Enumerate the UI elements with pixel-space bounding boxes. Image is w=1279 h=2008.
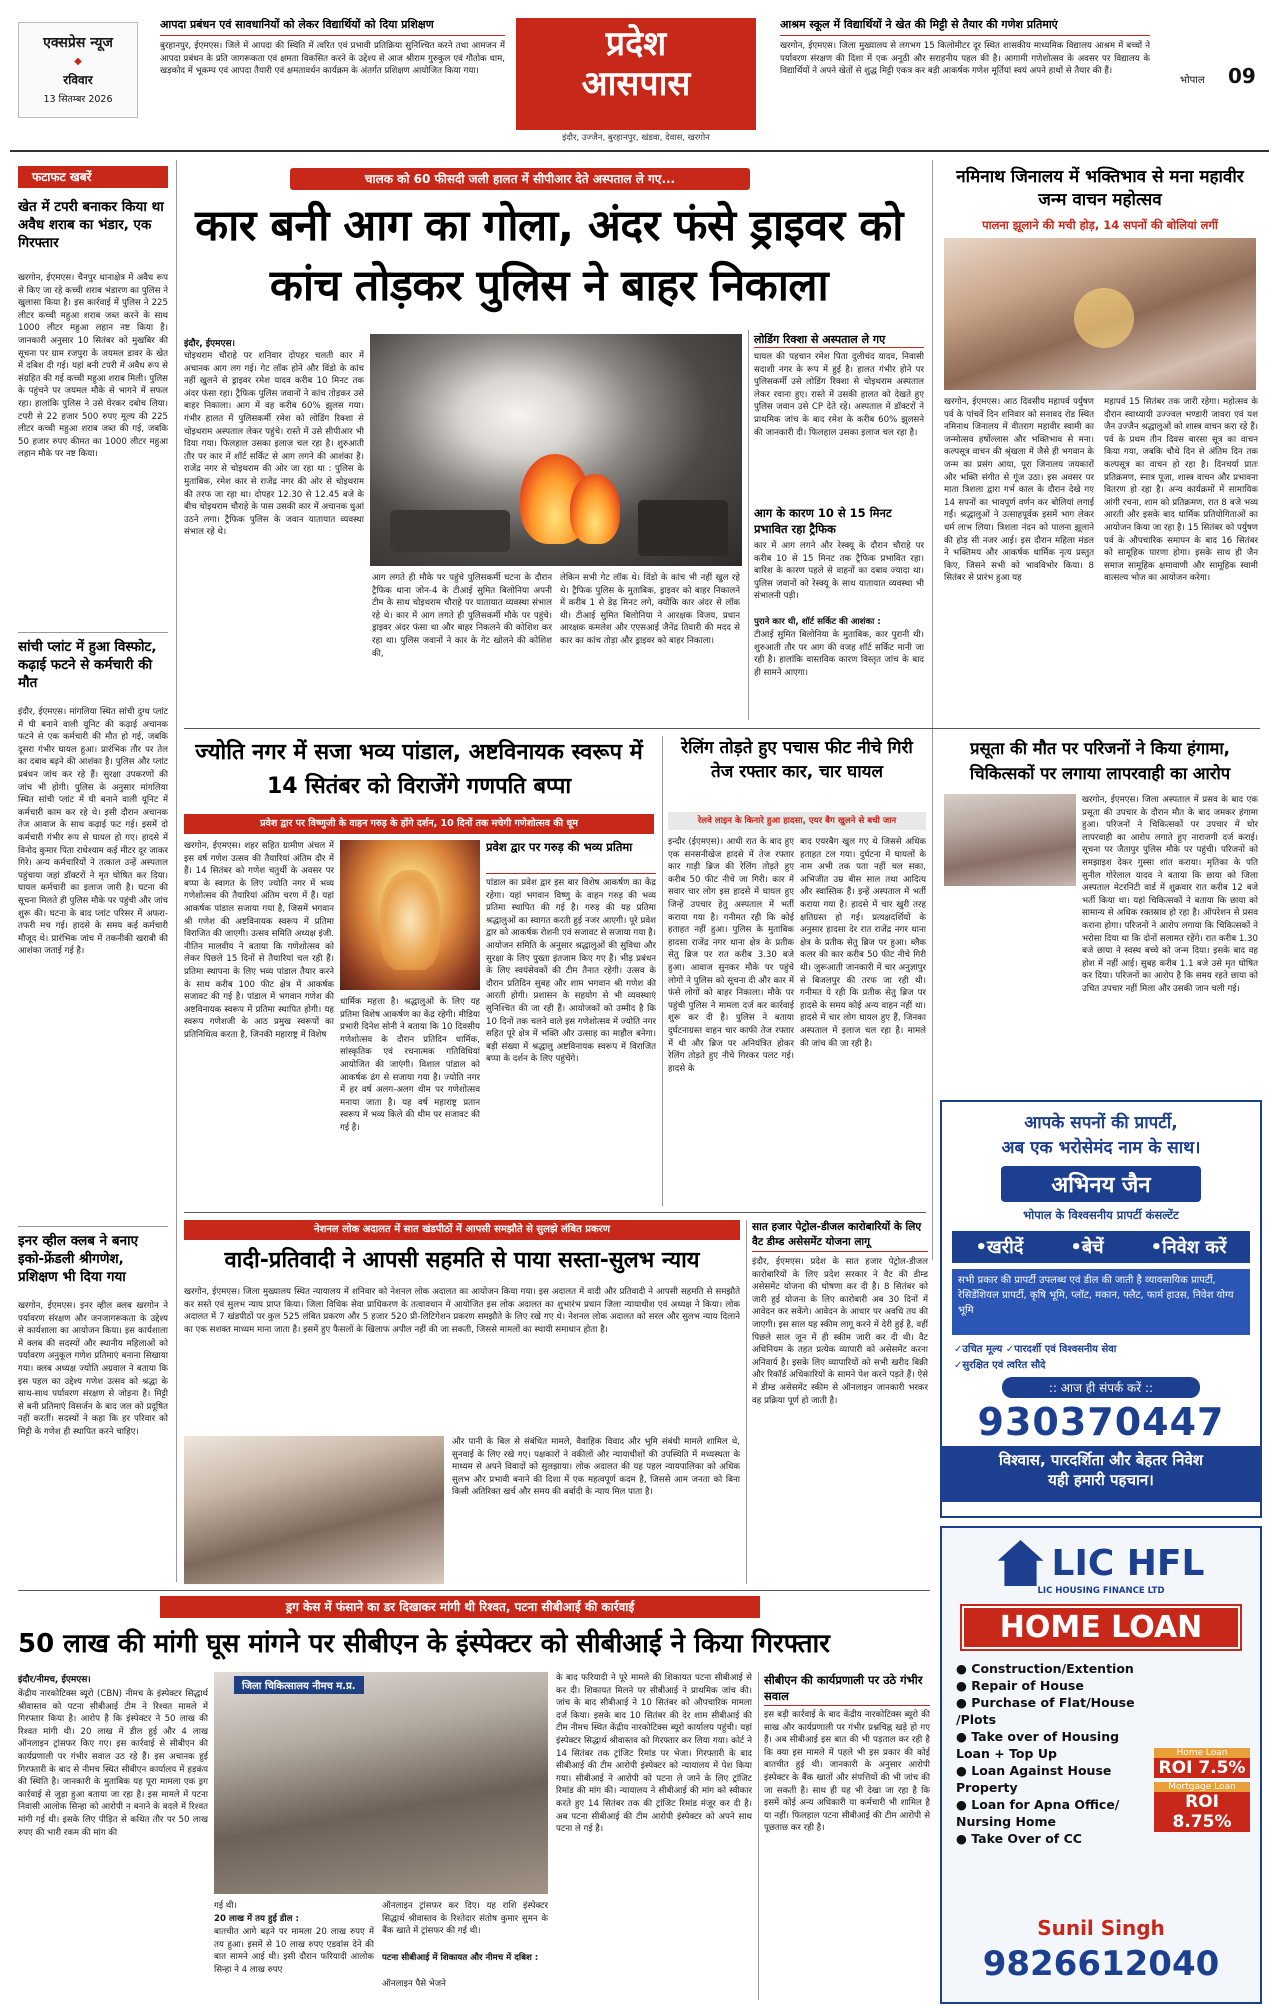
- ad-footer-2: यही हमारी पहचान।: [1048, 1471, 1154, 1489]
- right-brief-title: आश्रम स्कूल में विद्यार्थियों ने खेत की मिट्टी से तैयार की गणेश प्रतिमाएं: [780, 18, 1150, 36]
- jain-title: नमिनाथ जिनालय में भक्तिभाव से मना महावीर जन्म वाचन महोत्सव: [956, 167, 1244, 210]
- ad-phone[interactable]: 930370447: [977, 1400, 1225, 1444]
- quick-news-tag: फटाफट खबरें: [18, 166, 168, 188]
- section-banner: [516, 18, 756, 130]
- story-sanchi-title: सांची प्लांट में हुआ विस्फोट, कढ़ाई फटने से कर्मचारी की मौत: [18, 639, 157, 691]
- cbi-col3-b: ऑनलाइन पैसे भेजने: [382, 1979, 446, 1989]
- ganesh-col2: धार्मिक महत्ता है। श्रद्धालुओं के लिए यह प्रतिमा विशेष आकर्षण का केंद्र रहेगी। मीडिया प्रभारी दिनेश सोनी ने बताया कि 10 दिवसीय गणेशोत्सव के दौरान प्रतिदिन धार्मिक, सांस्कृतिक एवं रचनात्मक गतिविधियां आयोजित की जाएंगी। विशाल पांडाल को आकर्षक ढंग से सजाया गया है। ज्योति नगर में हर वर्ष अलग-अलग थीम पर गणेशोत्सव मनाया जाता है। यह वर्ष महाराष्ट्र प्रतान स्वरूप में भव्य किले की थीम पर सजावट की गई है।: [340, 997, 480, 1133]
- roi-mortgage: ROI 8.75%: [1154, 1792, 1250, 1832]
- page-number: 09: [1228, 64, 1256, 88]
- prasuta-headline: प्रसूता की मौत पर परिजनों ने किया हंगामा, चिकित्सकों पर लगाया लापरवाही का आरोप: [969, 739, 1231, 783]
- ad-contact-label: :: आज ही संपर्क करें ::: [1002, 1377, 1200, 1398]
- house-icon: [998, 1540, 1044, 1586]
- lead-vrule: [748, 330, 749, 720]
- lead-headline: कार बनी आग का गोला, अंदर फंसे ड्राइवर को कांच तोड़कर पुलिस ने बाहर निकाला: [195, 201, 903, 311]
- cbi-box: [764, 1672, 930, 2000]
- ganesh-box-heading: प्रवेश द्वार पर गरुड़ की भव्य प्रतिमा: [486, 840, 656, 874]
- ad-point-2: ✓सुरक्षित एवं त्वरित सौदे: [954, 1360, 1046, 1371]
- cbi-col2-b: बातचीत आगे बढ़ने पर मामला 20 लाख रुपए में तय हुआ। इसमें से 10 लाख रुपए एडवांस देने की बात सामने आई थी। इसी दौरान फरियादी आलोक सिन्हा ने 4 लाख रुपए: [214, 1927, 374, 1975]
- lead-kicker: चालक को 60 फीसदी जली हालत में सीपीआर देते अस्पताल ले गए...: [290, 168, 750, 190]
- lokadalat-headline: वादी-प्रतिवादी ने आपसी सहमति से पाया सस्ता-सुलभ न्याय: [224, 1248, 700, 1273]
- loading-sub-heading: आग के कारण 10 से 15 मिनट प्रभावित रहा ट्रैफिक: [754, 506, 892, 536]
- loading-heading: लोडिंग रिक्शा से अस्पताल ले गए: [754, 332, 924, 348]
- loading-sub-kw-body: टीआई सुमित बिलोनिया के मुताबिक, कार पुरानी थी। शुरुआती तौर पर आग की वजह शॉर्ट सर्किट मानी जा रही है। हालांकि वास्तविक कारण विस्तृत जांच के बाद ही सामने आएगा।: [754, 630, 924, 678]
- ad-desc: सभी प्रकार की प्रापर्टी उपलब्ध एवं डील की जाती है व्यावसायिक प्रापर्टी, रेसिडेंशियल प्रापर्टी, कृषि भूमि, प्लॉट, मकान, फ्लैट, फार्म हाउस, निवेश योग्य भूमि: [952, 1269, 1250, 1335]
- vehicle-shape-2: [638, 500, 728, 556]
- section-title-line1: प्रदेश: [605, 24, 667, 64]
- right-brief-body: खरगोन, ईएमएस। जिला मुख्यालय से लगभग 15 किलोमीटर दूर स्थित शासकीय माध्यमिक विद्यालय आश्रम में बच्चों ने पर्यावरण संरक्षण की दिशा में एक अनूठी और सराहनीय पहल की है। आगामी गणेशोत्सव के अवसर पर विद्यालय के विद्यार्थियों ने अपने खेतों से शुद्ध मिट्टी एकत्र कर बड़ी आकर्षक गणेश मूर्तियां स्वयं अपने हाथों से तैयार की हैं।: [780, 41, 1150, 77]
- lead-col3-body: लेकिन सभी गेट लॉक थे। विंडो के कांच भी नहीं खुल रहे थे। ट्रैफिक पुलिस के मुताबिक, ड्राइवर को बाहर निकालने में करीब 1 से डेढ़ मिनट लगे, क्योंकि कार अंदर से लॉक थी। टीआई सुमित बिलोनिया ने आरक्षक विजय, प्रधान आरक्षक कमलेश और एएसआई जैनेंद्र तिवारी की मदद से कार का कांच तोड़ा और ड्राइवर को बाहर निकाला।: [560, 573, 740, 646]
- ad-line1: आपके सपनों की प्रापर्टी,: [1024, 1113, 1178, 1133]
- lic-item: ● Take over of Housing Loan + Top Up: [956, 1729, 1120, 1761]
- story-innerwheel-body: खरगोन, ईएमएस। इनर व्हील क्लब खरगोन ने पर्यावरण संरक्षण और जनजागरूकता के उद्देश्य से कार्यशाला का आयोजन किया। इस कार्यशाला में क्लब की सदस्यों और स्थानीय महिलाओं को पर्यावरण अनुकूल गणेश प्रतिमाएं बनाना सिखाया गया। क्लब अध्यक्ष ज्योति अग्रवाल ने बताया कि इस पहल का उद्देश्य गणेश उत्सव को श्रद्धा के साथ-साथ पर्यावरण संरक्षण से जोड़ना है। मिट्टी से बनी प्रतिमाएं विसर्जन के बाद जल को प्रदूषित नहीं करतीं। सदस्यों ने कहा कि हर परिवार को मिट्टी के गणेश ही स्थापित करने चाहिए।: [18, 1301, 168, 1437]
- cradle-shape: [1074, 288, 1134, 348]
- loading-sub-body: कार में आग लगने और रेस्क्यू के दौरान चौराहे पर करीब 10 से 15 मिनट तक ट्रैफिक प्रभावित रहा। बारिश के कारण पहले से वाहनों का दबाव ज्यादा था। पुलिस जवानों को रेस्क्यू के साथ यातायात व्यवस्था भी संभालनी पड़ी।: [754, 541, 924, 602]
- paper-name: एक्सप्रेस न्यूज: [43, 35, 113, 51]
- lic-agent: Sunil Singh: [1037, 1916, 1165, 1940]
- lic-logo-row: [942, 1540, 1260, 1586]
- ad-action-buy: •खरीदें: [975, 1237, 1024, 1258]
- story-liquor-body: खरगोन, ईएमएस। चैनपुर थानाक्षेत्र में अवैध रूप से किए जा रहे कच्ची शराब भंडारण का पुलिस ने खुलासा किया है। इस कार्रवाई में पुलिस ने 225 लीटर कच्ची महुआ शराब जब्त करने के साथ 1000 लीटर महुआ लहान नष्ट किया है। जानकारी अनुसार 10 सितंबर को मुखबिर की सूचना पर ग्राम रजपुरा के जयमल डावर के खेत में दबिश दी गई। यहां बनी टपरी में अवैध रूप से संग्रहित की गई कच्ची महुआ शराब मिली। पुलिस के पहुंचने पर जयमल मौके से भागने में सफल रहा। हालांकि पुलिस ने उसे घेरकर दबोच लिया। टपरी से 22 हजार 500 रुपए मूल्य की 225 लीटर कच्ची महुआ शराब जब्त की गई, जबकि 50 हजार रुपए कीमत का 1000 लीटर महुआ लहान मौके पर नष्ट किया।: [18, 273, 168, 460]
- left-divider-1: [18, 632, 168, 633]
- cbi-headline: 50 लाख की मांगी घूस मांगने पर सीबीएन के इंस्पेक्टर को सीबीआई ने किया गिरफ्तार: [18, 1629, 830, 1659]
- lokadalat-photo: [184, 1436, 444, 1584]
- lic-items: [956, 1660, 1146, 1847]
- lic-item: ● Purchase of Flat/House /Plots: [956, 1695, 1135, 1727]
- lic-item: ● Repair of House: [956, 1678, 1084, 1693]
- page-city: भोपाल: [1180, 75, 1205, 86]
- ganesh-col1: खरगोन, ईएमएस। शहर सहित ग्रामीण अंचल में इस वर्ष गणेश उत्सव की तैयारियां अंतिम दौर में हैं। 14 सितंबर को गणेश चतुर्थी के अवसर पर बप्पा के स्वागत के लिए ज्योति नगर में भव्य गणेशोत्सव की तैयारियां अंतिम चरण में हैं। यहां आकर्षक पांडाल सजाया गया है, जिसमें भगवान श्री गणेश की अष्टविनायक स्वरूप में प्रतिमा विराजित की जाएगी। उत्सव समिति अध्यक्ष इंजी. नीतिन मालवीय ने बताया कि गणेशोत्सव को लेकर पिछले 15 दिनों से तैयारियां चल रही हैं। प्रतिमा स्थापना के लिए भव्य पांडाल तैयार करने के साथ करीब 100 फीट क्षेत्र में आकर्षक सजावट की गई है। पांडाल में भगवान गणेश की अष्टविनायक स्वरूप में प्रतिमा स्थापित होगी। यह स्वरूप गणेशजी के आठ प्रमुख स्वरूपों का प्रतिनिधित्व करता है, जिनकी महाराष्ट्र में विशेष: [184, 841, 334, 1040]
- issue-day: रविवार: [63, 73, 93, 87]
- story-sanchi-body: इंदौर, ईएमएस। मांगलिया स्थित सांची दुग्ध प्लांट में घी बनाने वाली यूनिट की कढ़ाई अचानक फटने से एक कर्मचारी की मौत हो गई, जबकि दूसरा गंभीर घायल हुआ। प्रारंभिक तौर पर तेल का दबाव बढ़ने की आशंका है। पुलिस और प्लांट प्रबंधन जांच कर रहे हैं। सुरक्षा उपकरणों की जांच भी होगी। पुलिस के अनुसार मांगलिया स्थित सांची प्लांट में घी बनाने वाली यूनिट में कर्मचारी काम कर रहे थे। इसी दौरान अचानक तेज आवाज के साथ कढ़ाई फट गई। इसमें दो कर्मचारी गंभीर रूप से घायल हो गए। हादसे में विनोद कुमार पिता राधेश्याम कई मीटर दूर जाकर गिरे। अन्य कर्मचारियों ने तत्काल उन्हें अस्पताल पहुंचाया जहां डॉक्टरों ने मृत घोषित कर दिया। घायल कर्मचारी का इलाज जारी है। घटना की सूचना मिलते ही पुलिस मौके पर पहुंची और जांच शुरू की। घटना के बाद प्लांट परिसर में अफरा-तफरी मच गई। हादसे के समय कई कर्मचारी मौजूद थे। प्रारंभिक जांच में तकनीकी खराबी की आशंका जताई गई है।: [18, 707, 168, 957]
- ad-name: अभिनय जैन: [1001, 1166, 1201, 1202]
- lic-phone[interactable]: 9826612040: [982, 1944, 1220, 1984]
- lead-right-vrule: [932, 160, 933, 1260]
- story-innerwheel-title: इनर व्हील क्लब ने बनाए इको-फ्रेंडली श्रीगणेश, प्रशिक्षण भी दिया गया: [18, 1233, 139, 1285]
- left-divider-2: [18, 1226, 168, 1227]
- left-brief-title: आपदा प्रबंधन एवं सावधानियों को लेकर विद्यार्थियों को दिया प्रशिक्षण: [160, 18, 505, 36]
- roi-label-mortgage: Mortgage Loan: [1154, 1782, 1250, 1792]
- ad-footer: [942, 1446, 1260, 1502]
- ad-action-invest: •निवेश करें: [1150, 1237, 1227, 1258]
- cbi-col4: के बाद फरियादी ने पूरे मामले की शिकायत पटना सीबीआई से कर दी। शिकायत मिलने पर सीबीआई ने प्राथमिक जांच की। जांच के बाद सीबीआई ने 10 सितंबर को औपचारिक मामला दर्ज किया। इसके बाद 10 सितंबर की देर शाम सीबीआई की टीम नीमच स्थित केंद्रीय नारकोटिक्स ब्यूरो कार्यालय पहुंची। यहां इंस्पेक्टर सिद्धार्थ श्रीवास्तव को गिरफ्तार कर लिया गया। कोर्ट ने 14 सितंबर तक ट्रांजिट रिमांड पर भेजा। गिरफ्तारी के बाद सीबीआई की टीम आरोपी इंस्पेक्टर को न्यायालय में पेश किया गया। सीबीआई ने आरोपी को पटना ले जाने के लिए ट्रांजिट रिमांड की मांग की। न्यायालय ने सीबीआई की मांग को स्वीकार करते हुए 14 सितंबर तक की ट्रांजिट रिमांड मंजूर कर दी है। अब पटना सीबीआई की टीम आरोपी इंस्पेक्टर को अपने साथ पटना ले गई है।: [556, 1673, 752, 1835]
- ganesh-photo: [340, 840, 480, 990]
- masthead-left-brief: [160, 18, 505, 126]
- ganesh-box-body: पांडाल का प्रवेश द्वार इस बार विशेष आकर्षण का केंद्र रहेगा। यहां भगवान विष्णु के वाहन गरुड़ की भव्य प्रतिमा स्थापित की गई है। गरुड़ की यह प्रतिमा श्रद्धालुओं का स्वागत करती हुई नजर आएगी। पूरे प्रवेश द्वार को आकर्षक रोशनी एवं सजावट से सजाया गया है। आयोजन समिति के अनुसार श्रद्धालुओं की सुविधा और सुरक्षा के लिए पुख्ता इंतजाम किए गए हैं। भीड़ प्रबंधन के लिए स्वयंसेवकों की टीम तैनात रहेगी। उत्सव के दौरान प्रतिदिन सुबह और शाम भगवान श्री गणेश की आरती होगी। प्रशासन के सहयोग से भी व्यवस्थाएं सुनिश्चित की जा रही हैं। आयोजकों को उम्मीद है कि 10 दिनों तक चलने वाले इस गणेशोत्सव में ज्योति नगर सहित पूरे क्षेत्र में भक्ति और उत्साह का माहौल बनेगा। बड़ी संख्या में श्रद्धालु अष्टविनायक स्वरूप में विराजित बप्पा के दर्शन के लिए पहुंचेंगे।: [486, 878, 656, 1065]
- property-ad: [940, 1100, 1262, 1518]
- prasuta-body: खरगोन, ईएमएस। जिला अस्पताल में प्रसव के बाद एक प्रसूता की उपचार के दौरान मौत के बाद जमकर हंगामा हुआ। परिजनों ने चिकित्सकों पर उपचार में घोर लापरवाही का आरोप लगाते हुए नाराजगी दर्ज कराई। सूचना पर जैतापुर पुलिस मौके पर पहुंची। परिजनों को समझाइश देकर गुस्सा शांत कराया। मृतिका के पति सुनील गोरेलाल यादव ने बताया कि छाया को जिला अस्पताल मेटरनिटी वार्ड में शुक्रवार रात करीब 12 बजे भर्ती किया था। यहां चिकित्सकों ने बताया कि छाया को सामान्य से अधिक रक्तस्राव हो रहा है। ऑपरेशन से प्रसव कराना होगा। परिजनों ने आरोप लगाया कि चिकित्सकों ने भरोसा दिया था कि दोनों सलामत रहेंगे। रात करीब 1.30 बजे छाया ने स्वस्थ बच्चे को जन्म दिया। इसके बाद वह होश में नहीं आई। सुबह करीब 1.1 बजे उसे मृत घोषित कर दिया। परिजनों का आरोप है कि समय रहते छाया को उचित उपचार नहीं मिला और उसकी जान चली गई।: [1082, 795, 1258, 994]
- vehicle-shape: [390, 510, 510, 552]
- ornament-icon: ◆: [74, 56, 82, 67]
- ganesh-kicker: प्रवेश द्वार पर विष्णुजी के वाहन गरुड़ के होंगे दर्शन, 10 दिनों तक मचेगी गणेशोत्सव की धूम: [184, 814, 654, 834]
- cbi-kicker: ड्रग केस में फंसाने का डर दिखाकर मांगी थी रिश्वत, पटना सीबीआई की कार्रवाई: [160, 1596, 760, 1618]
- masthead-left-box: [18, 22, 138, 118]
- cbi-col3-kw: पटना सीबीआई में शिकायत और नीमच में दबिश :: [382, 1953, 539, 1963]
- lic-item: ● Loan Against House Property: [956, 1763, 1112, 1795]
- lokadalat-vrule: [746, 1220, 747, 1584]
- loading-box: [754, 332, 924, 720]
- ad-tagline: भोपाल के विश्वसनीय प्रापर्टी कंसल्टेंट: [1023, 1208, 1179, 1222]
- cbi-col2: [214, 1900, 374, 2000]
- lic-roi-box: [1154, 1748, 1250, 1832]
- lead-col1-body: चोइथराम चौराहे पर शनिवार दोपहर चलती कार में अचानक आग लग गई। गेट लॉक होने और विंडो के कांच नहीं खुलने से ड्राइवर रमेश यादव करीब 10 मिनट तक अंदर फंसा रहा। ट्रैफिक पुलिस जवानों ने कांच तोड़कर उसे बाहर निकाला। आग में वह करीब 60% झुलस गया। गंभीर हालत में पुलिसकर्मी रमेश को लोडिंग रिक्शा से चोइथराम अस्पताल लेकर पहुंचे। रास्ते में उसे सीपीआर भी दिया गया। फिलहाल उसका इलाज चल रहा है। शुरुआती तौर पर कार में शॉर्ट सर्किट से आग लगने की आशंका है। राजेंद्र नगर से चोइथराम की ओर जा रहा था : पुलिस के मुताबिक, रमेश कार से राजेंद्र नगर की ओर से चोइथराम की तरफ जा रहा था। दोपहर 12.30 से 12.45 बजे के बीच चोइथराम चौराहे के पास उसकी कार में अचानक धुआं उठने लगा। ट्रैफिक पुलिस के जवान यातायात व्यवस्था संभाल रहे थे।: [184, 351, 364, 538]
- cbi-photo: [214, 1672, 548, 1894]
- cbi-col3-a: ऑनलाइन ट्रांसफर कर दिए। यह राशि इंस्पेक्टर सिद्धार्थ श्रीवास्तव के रिश्तेदार संतोष कुमार सुमन के बैंक खाते में ट्रांसफर की गई थी।: [382, 1901, 548, 1937]
- left-brief-body: बुरहानपुर, ईएमएस। जिले में आपदा की स्थिति में त्वरित एवं प्रभावी प्रतिक्रिया सुनिश्चित करने तथा आमजन में आपदा प्रबंधन के प्रति जागरूकता एवं क्षमता विकसित करने के उद्देश्य से आज श्रीराम गुरुकुल एवं गौतोक धाम, खड़कोद में भूकम्प एवं आपदा तैयारी एवं क्षमतावर्धन कार्यक्रम के अंतर्गत प्रशिक्षण आयोजित किया गया।: [160, 41, 505, 77]
- ganesh-vrule: [662, 736, 663, 1206]
- section-cities: इंदौर, उज्जैन, बुरहानपुर, खंडवा, देवास, खरगोन: [562, 133, 710, 143]
- story-liquor-title: खेत में टपरी बनाकर किया था अवैध शराब का भंडार, एक गिरफ्तार: [18, 199, 164, 251]
- loading-sub-kw: पुराने कार थी, शॉर्ट सर्किट की आशंका :: [754, 617, 881, 627]
- cbi-col1: केंद्रीय नारकोटिक्स ब्यूरो (CBN) नीमच के इंस्पेक्टर सिद्धार्थ श्रीवास्तव को पटना सीबीआई टीम ने रिश्वत मामले में गिरफ्तार किया है। आरोप है कि इंस्पेक्टर ने 50 लाख की रिश्वत मांगी थी। 20 लाख में डील हुई और 4 लाख ऑनलाइन ट्रांसफर किए गए। इस कार्रवाई से सीबीएन की कार्यप्रणाली पर गंभीर सवाल उठ रहे हैं। इस अचानक हुई गिरफ्तारी के बाद से नीमच स्थित सीबीएन कार्यालय में हड़कंप की स्थिति है। जानकारी के मुताबिक यह पूरा मामला एक ड्रग कार्रवाई से जुड़ा हुआ बताया जा रहा है। इस मामले में पटना निवासी आलोक सिन्हा को आरोपी न बनाने के बदले में रिश्वत मांगी गई थी। इसके लिए पीड़ित से कथित तौर पर 50 लाख रुपए की भारी रकम की मांग की: [18, 1689, 208, 1838]
- ganesh-headline: ज्योति नगर में सजा भव्य पांडाल, अष्टविनायक स्वरूप में 14 सितंबर को विराजेंगे गणपति बप्पा: [195, 740, 643, 799]
- cbi-col3: [382, 1900, 548, 2000]
- cbi-col2-kw: 20 लाख में तय हुई डील :: [214, 1914, 299, 1924]
- roi-home: ROI 7.5%: [1154, 1758, 1250, 1778]
- railing-col2: बाद एयरबैग खुल गए थे जिससे अधिक हताहत टल गया। दुर्घटना में घायलों के नाम अभी तक पता नहीं चल सका, अभिजीत उम्र बीस साल तथा आदित्य और स्वास्तिक हैं। इन्हें अस्पताल में भर्ती कराया गया है। हादसे में चार खुरी तरह क्षतिग्रस्त हो गई। प्रत्यक्षदर्शियों के अनुसार हादसा देर रात राजेंद्र नगर थाना क्षेत्र के प्रतीक सेतु ब्रिज पर हुआ। ब्लैक कलर की कार करीब 50 फीट नीचे गिरी थी। जुरूआती जानकारी में चार अनुज्ञापुर से बिजलपुर की तरफ जा रही थी। गनीमत ये रही कि प्रतीक सेतु ब्रिज पर हादसे के समय कोई अन्य वाहन नहीं था। हादसे में चार लोग घायल हुए हैं, जिनका अस्पताल में इलाज चल रहा है। मामले की जांच की जा रही है।: [800, 837, 926, 1049]
- lic-sub: LIC HOUSING FINANCE LTD: [1037, 1586, 1165, 1596]
- cbi-col2-a: गई थी।: [214, 1901, 237, 1911]
- lic-item: ● Take Over of CC: [956, 1831, 1082, 1846]
- cbi-photo-caption: जिला चिकित्सालय नीमच म.प्र.: [234, 1676, 364, 1694]
- loading-body: घायल की पहचान रमेश पिता दुलीचंद यादव, निवासी सदाशी नगर के रूप में हुई है। हालत गंभीर होने पर पुलिसकर्मी उसे लोडिंग रिक्शा से चोइथराम अस्पताल लेकर रवाना हुए। रास्ते में उसकी हालत को देखते हुए पुलिस जवान उसे CP देते रहे। अस्पताल में डॉक्टरों ने प्राथमिक जांच के बाद रमेश के करीब 60% झुलसने की जानकारी दी। फिलहाल उसका इलाज चल रहा है।: [754, 352, 924, 438]
- idol-shape: [380, 870, 440, 970]
- jain-subtitle: पालना झूलाने की मची होड़, 14 सपनों की बोलियां लगीं: [982, 218, 1218, 232]
- jain-photo: [944, 238, 1256, 390]
- lic-brand: LIC HFL: [1051, 1542, 1205, 1584]
- masthead-right-brief: [780, 18, 1150, 126]
- jain-col1: खरगोन, ईएमएस। आठ दिवसीय महापर्व पर्युषण पर्व के पांचवें दिन शनिवार को सनावद रोड स्थित नमिनाथ जिनालय में वीतराग महावीर स्वामी का जन्मोत्सव हर्षोल्लास और भक्तिभाव से मना। कल्पसूत्र वाचन की श्रृंखला में जैसे ही भगवान के जन्म का प्रसंग आया, पूरा जिनालय जयकारों और भक्ति संगीत से गूंज उठा। इस अवसर पर माता त्रिशला द्वारा गर्भ काल के दौरान देखे गए 14 सपनों का भावपूर्ण वर्णन कर बोलियां लगाई गईं। श्रद्धालुओं ने उत्साहपूर्वक इसमें भाग लेकर धर्म लाभ लिया। त्रिशला नंदन को पालना झूलाने की होड़ सी नजर आई। इस दौरान महिला मंडल ने भक्तिमय और आकर्षक धार्मिक नृत्य प्रस्तुत किए, जिसने सभी को भावविभोर किया। 8 सितंबर से प्रारंभ हुआ यह: [944, 397, 1094, 584]
- car-fire-photo: [370, 334, 742, 566]
- issue-date: 13 सितम्बर 2026: [43, 94, 113, 105]
- mid-hrule: [184, 728, 1260, 729]
- flame-shape-2: [570, 474, 620, 544]
- cbi-box-heading: सीबीएन की कार्यप्रणाली पर उठे गंभीर सवाल: [764, 1672, 930, 1706]
- lokadalat-col1: खरगोन, ईएमएस। जिला मुख्यालय स्थित न्यायालय में शनिवार को नेशनल लोक अदालत का आयोजन किया गया। इस अदालत में वादी और प्रतिवादी ने आपसी सहमति से समझौते कर सस्ते एवं सुलभ न्याय प्राप्त किया। जिला विधिक सेवा प्राधिकरण के तत्वावधान में आयोजित इस लोक अदालत का शुभारंभ प्रधान जिला न्यायाधीश एवं अध्यक्ष ने किया। लोक अदालत में 7 खंडपीठों पर कुल 525 लंबित प्रकरण और 5 हजार 520 प्री-लिटिगेशन प्रकरण समझौते के लिए रखे गए थे। नेशनल लोक अदालत को सरल और सुलभ न्याय दिलाने का एक सशक्त माध्यम माना जाता है। इसमें हुए फैसलों के खिलाफ अपील नहीं की जा सकती, जिससे मामलों का स्थायी समाधान होता है।: [184, 1287, 740, 1335]
- lic-item: ● Loan for Apna Office/ Nursing Home: [956, 1797, 1120, 1829]
- cbi-dateline: इंदौर/नीमच, ईएमएस।: [18, 1675, 91, 1685]
- mid-hrule-2: [184, 1212, 926, 1213]
- left-column-vrule: [176, 160, 177, 1582]
- lead-dateline: इंदौर, ईएमएस।: [184, 339, 236, 349]
- vat-body: इंदौर, ईएमएस। प्रदेश के सात हजार पेट्रोल-डीजल कारोबारियों के लिए प्रदेश सरकार ने वैट की डीम्ड असेसमेंट योजना की घोषणा कर दी है। 8 सितंबर को जारी हुई योजना के लिए कारोबारी अब 30 दिनों में आवेदन कर सकेंगे। आवेदन के आधार पर अवधि तय की जाएगी। इस साल यह स्कीम लागू करने में देरी हुई है, वहीं पिछले साल जून में ही स्कीम जारी कर दी थी। वैट अधिनियम के तहत प्रत्येक व्यापारी को असेसमेंट करना अनिवार्य है। इसके लिए व्यापारियों को सभी खरीद बिक्री और रिकॉर्ड अधिकारियों के सामने पेश करने पड़ते हैं। ऐसे में डीम्ड असेसमेंट स्कीम से ऑनलाइन जानकारी भरकर वह प्रक्रिया पूर्ण हो जाती है।: [752, 1257, 928, 1406]
- jain-col2: महापर्व 15 सितंबर तक जारी रहेगा। महोत्सव के दौरान स्वाध्यायी उज्ज्वल भण्डारी जावरा एवं यश जैन उज्जैन श्रद्धालुओं को शास्त्र वाचन करा रहे हैं। पर्व के प्रथम तीन दिवस बारसा सूत्र का वाचन किया गया, जबकि चौथे दिन से अंतिम दिन तक कल्पसूत्र का वाचन हो रहा है। दिनचर्या प्रातः प्रतिक्रमण, स्नात्र पूजा, शास्त्र वाचन और प्रभावना वितरण हो रहा है। अन्य कार्यक्रमों में सामायिक आंगी रचना, शाम को प्रतिक्रमण, रात 8 बजे भव्य आरती और इसके बाद धार्मिक प्रतियोगिताओं का आयोजन किया जा रहा है। 15 सितंबर को पर्युषण पर्व के औपचारिक समापन के बाद 16 सितंबर को सामूहिक पारणा होगा। इसके साथ ही जैन समाज सामूहिक क्षमावाणी और सामूहिक स्वामी वात्सल्य भोज का आयोजन करेगा।: [1104, 397, 1258, 584]
- ad-line2: अब एक भरोसेमंद नाम के साथ।: [1001, 1138, 1201, 1158]
- cbi-vrule: [758, 1672, 759, 2000]
- lic-home-loan: HOME LOAN: [962, 1606, 1240, 1649]
- section-title-line2: आसपास: [581, 64, 691, 104]
- ad-point-1: ✓उचित मूल्य ✓पारदर्शी एवं विश्वसनीय सेवा: [954, 1344, 1117, 1355]
- railing-headline: रेलिंग तोड़ते हुए पचास फीट नीचे गिरी तेज रफ्तार कार, चार घायल: [681, 738, 913, 782]
- lic-ad: [940, 1526, 1262, 2004]
- railing-col1: इन्दौर (ईएमएस)। आधी रात के बाद हुए एक सनसनीखेज हादसे में तेज रफ्तार कार गाड़ी ब्रिज की रेलिंग तोड़ते हुए करीब 50 फीट नीचे जा गिरी। कार में सवार चार लोग इस हादसे में घायल हुए जिन्हें उपचार हेतु अस्पताल में भर्ती कराया गया है। गनीमत रही कि कोई हताहत नहीं हुआ। पुलिस के मुताबिक हादसा राजेंद्र नगर थाना क्षेत्र के प्रतीक सेतु ब्रिज पर रात करीब 3.30 बजे हुआ। आवाज सुनकर मौके पर पहुंचे लोगों ने पुलिस को सूचना दी और कार में फंसे लोगों को बाहर निकाला। मौके पर पहुंची पुलिस ने मामला दर्ज कर कार्रवाई शुरू कर दी है। पुलिस ने बताया दुर्घटनाग्रस्त वाहन चार काफी तेज रफ्तार में थी और ब्रिज पर अनियंत्रित होकर रेलिंग तोड़ते हुए नीचे गिरकर पलट गई। हादसे के: [668, 837, 794, 1074]
- vat-headline: सात हजार पेट्रोल-डीजल कारोबारियों के लिए वैट डीम्ड असेसमेंट योजना लागू: [752, 1220, 928, 1252]
- ganesh-box: [486, 840, 656, 1204]
- lokadalat-kicker: नेशनल लोक अदालत में सात खंडपीठों में आपसी समझौते से सुलझे लंबित प्रकरण: [184, 1220, 740, 1240]
- bottom-hrule: [18, 1590, 930, 1591]
- ad-footer-1: विश्वास, पारदर्शिता और बेहतर निवेश: [998, 1451, 1204, 1469]
- masthead-rule: [10, 150, 1269, 152]
- lead-col2-body: आग लगते ही मौके पर पहुंचे पुलिसकर्मी घटना के दौरान ट्रैफिक थाना जोन-4 के टीआई सुमित बिलोनिया अपनी टीम के साथ चोइथराम चौराहे पर यातायात व्यवस्था संभाल रहे थे। कार में आग लगते ही पुलिसकर्मी मौके पर पहुंचे। ड्राइवर अंदर फंसा था और बाहर निकलने की कोशिश कर रहा था। पुलिस जवानों ने कार के गेट खोलने की कोशिश की,: [372, 573, 552, 659]
- lic-item: ● Construction/Extention: [956, 1661, 1134, 1676]
- cbi-box-body: इस बड़ी कार्रवाई के बाद केंद्रीय नारकोटिक्स ब्यूरो की साख और कार्यप्रणाली पर गंभीर प्रश्नचिह्न खड़े हो गए हैं। अब सीबीआई इस बात की भी पड़ताल कर रही है कि क्या इस मामले में पहले भी इस प्रकार की कोई बातचीत हुई थी। जानकारी के अनुसार आरोपी इंस्पेक्टर के बैंक खातों और संपत्तियों की भी जांच की जा सकती है। साथ ही यह भी देखा जा रहा है कि इसमें कोई अन्य अधिकारी या कर्मचारी भी शामिल है या नहीं। फिलहाल पटना सीबीआई की टीम आरोपी से पूछताछ कर रही है।: [764, 1710, 930, 1834]
- roi-label-home: Home Loan: [1154, 1748, 1250, 1758]
- ad-action-sell: •बेचें: [1070, 1237, 1104, 1258]
- ad-actions: [952, 1231, 1250, 1263]
- lokadalat-col2: और पानी के बिल से संबंधित मामले, वैवाहिक विवाद और भूमि संबंधी मामले शामिल थे, सुनवाई के लिए रखे गए। पक्षकारों ने वकीलों और न्यायाधीशों की उपस्थिति में मध्यस्थता के माध्यम से अपने विवादों को सुलझाया। लोक अदालत की यह पहल न्यायपालिका को अधिक सुलभ और प्रभावी बनाने की दिशा में एक महत्वपूर्ण कदम है, जिससे आम जनता को बिना किसी अतिरिक्त खर्च और समय की बर्बादी के न्याय मिल पाता है।: [452, 1437, 740, 1498]
- railing-kicker: रेलवे लाइन के किनारे हुआ हादसा, एयर बैग खुलने से बची जान: [668, 812, 926, 830]
